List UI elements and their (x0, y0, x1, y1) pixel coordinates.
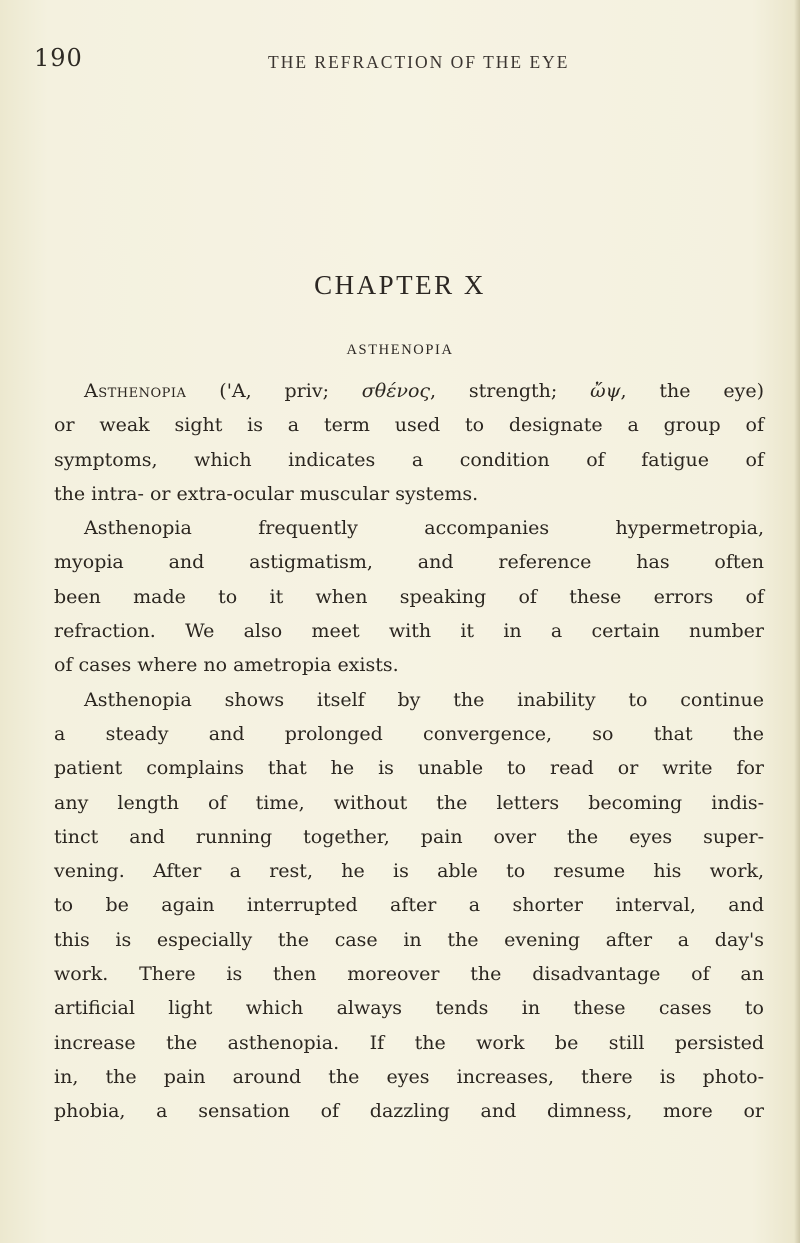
text-line: this is especially the case in the evening after a day's (54, 928, 764, 951)
text-line: a steady and prolonged convergence, so that the (54, 722, 764, 745)
page-number: 190 (34, 44, 83, 72)
text-line: myopia and astigmatism, and reference has often (54, 551, 764, 574)
body-text (54, 374, 764, 1129)
text-line: artificial light which always tends in these cases to (54, 997, 764, 1020)
text-line: refraction. We also meet with it in a certain number (54, 620, 764, 643)
text-line: increase the asthenopia. If the work be still persisted (54, 1031, 764, 1054)
text-line: in, the pain around the eyes increases, there is photo- (54, 1065, 764, 1088)
text-line: or weak sight is a term used to designate a group of (54, 414, 764, 437)
text-line: the intra- or extra-ocular muscular systems. (54, 482, 479, 505)
text-line: tinct and running together, pain over the eyes super- (54, 825, 764, 848)
text-line: work. There is then moreover the disadvantage of an (54, 963, 764, 986)
text-line: Asthenopia shows itself by the inability to continue (84, 688, 764, 711)
chapter-title: CHAPTER X (314, 270, 486, 300)
section-title: ASTHENOPIA (346, 342, 454, 358)
text-line: been made to it when speaking of these errors of (54, 585, 764, 608)
text-line: phobia, a sensation of dazzling and dimness, more or (54, 1100, 764, 1123)
text-line: any length of time, without the letters becoming indis- (54, 791, 764, 814)
lead-term: Asthenopia (84, 380, 187, 402)
page-edge-shadow (794, 0, 800, 1243)
text-line: of cases where no ametropia exists. (54, 654, 399, 677)
greek-word-sthenos: σθένος (361, 380, 431, 402)
text-line (54, 374, 764, 408)
running-head: THE REFRACTION OF THE EYE (268, 52, 570, 72)
text-line: symptoms, which indicates a condition of fatigue of (54, 448, 764, 471)
text-line: patient complains that he is unable to read or write for (54, 757, 764, 780)
text-line: Asthenopia frequently accompanies hypermetropia, (84, 517, 764, 540)
text-line: to be again interrupted after a shorter interval, and (54, 894, 764, 917)
etymology-text: ('A, priv; (219, 380, 362, 402)
text-line: vening. After a rest, he is able to resume his work, (54, 860, 764, 883)
etymology-text: , the eye) (620, 380, 764, 402)
etymology-text: , strength; (430, 380, 591, 402)
greek-word-ops: ὤψ (590, 380, 621, 402)
